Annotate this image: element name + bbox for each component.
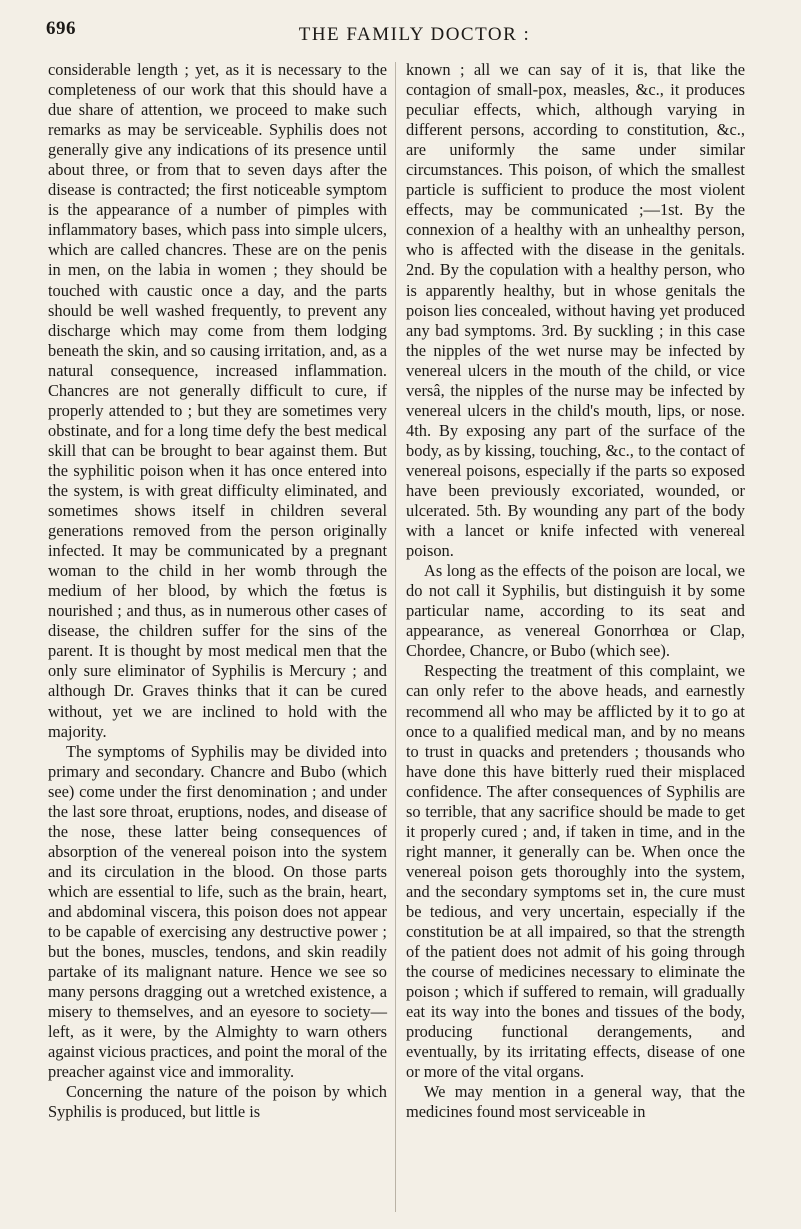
- paragraph: known ; all we can say of it is, that like the contagion of small-pox, measles, &c., it produces peculiar effects, which, although varying in different persons, according to constitution, &c., are uniformly the same under similar circumstances. This poison, of which the smallest particle is sufficient to produce the most violent effects, may be communicated ;—1st. By the connexion of a healthy with an unhealthy person, who is affected with the disease in the genitals. 2nd. By the copulation with a healthy person, who is apparently healthy, but in whose genitals the poison lies concealed, without having yet produced any bad symptoms. 3rd. By suckling ; in this case the nipples of the wet nurse may be infected by venereal ulcers in the mouth of the child, or vice versâ, the nipples of the nurse may be infected by venereal ulcers in the child's mouth, lips, or nose. 4th. By exposing any part of the surface of the body, as by kissing, touching, &c., to the contact of venereal poisons, especially if the parts so exposed have been previously excoriated, wounded, or ulcerated. 5th. By wounding any part of the body with a lancet or knife infected with venereal poison.: [406, 60, 745, 561]
- paragraph: The symptoms of Syphilis may be divided into primary and secondary. Chancre and Bubo (which see) come under the first denomination ; and under the last sore throat, eruptions, nodes, and disease of the nose, these latter being consequences of absorption of the venereal poison into the system and its circulation in the blood. On those parts which are essential to life, such as the brain, heart, and abdominal viscera, this poison does not appear to be capable of exercising any destructive power ; but the bones, muscles, tendons, and skin readily partake of its malignant nature. Hence we see so many persons dragging out a wretched existence, a misery to themselves, and an eyesore to society—left, as it were, by the Almighty to warn others against vicious practices, and point the moral of the preacher against vice and immorality.: [48, 741, 387, 1082]
- right-column: [406, 60, 745, 1122]
- paragraph: Respecting the treatment of this complaint, we can only refer to the above heads, and earnestly recommend all who may be afflicted by it to go at once to a qualified medical man, and by no means to trust in quacks and pretenders ; thousands who have done this have bitterly rued their misplaced confidence. The after consequences of Syphilis are so terrible, that any sacrifice should be made to get it properly cured ; and, if taken in time, and in the right manner, it generally can be. When once the venereal poison gets thoroughly into the system, and the secondary symptoms set in, the cure must be tedious, and very uncertain, especially if the constitution be at all impaired, so that the strength of the patient does not admit of his going through the course of medicines necessary to eliminate the poison ; which if suffered to remain, will gradually eat its way into the bones and tissues of the body, producing functional derangements, and eventually, by its irritating effects, disease of one or more of the vital organs.: [406, 661, 745, 1082]
- column-divider: [395, 62, 396, 1212]
- paragraph: Concerning the nature of the poison by which Syphilis is produced, but little is: [48, 1082, 387, 1122]
- paragraph: considerable length ; yet, as it is necessary to the completeness of our work that this should have a due share of attention, we proceed to make such remarks as may be serviceable. Syphilis does not generally give any indications of its presence until about three, or from that to seven days after the disease is contracted; the first noticeable symptom is the appearance of a number of pimples with inflammatory bases, which pass into simple ulcers, which are called chancres. These are on the penis in men, on the labia in women ; they should be touched with caustic once a day, and the parts should be well washed frequently, to prevent any discharge which may come from them lodging beneath the skin, and so causing irritation, and, as a natural consequence, increased inflammation. Chancres are not generally difficult to cure, if properly attended to ; but they are sometimes very obstinate, and for a long time defy the best medical skill that can be brought to bear against them. But the syphilitic poison when it has once entered into the system, is with great difficulty eliminated, and sometimes shows itself in children several generations removed from the person originally infected. It may be communicated by a pregnant woman to the child in her womb through the medium of her blood, by which the fœtus is nourished ; and thus, as in numerous other cases of disease, the children suffer for the sins of the parent. It is thought by most medical men that the only sure eliminator of Syphilis is Mercury ; and although Dr. Graves thinks that it can be cured without, yet we are inclined to hold with the majority.: [48, 60, 387, 741]
- paragraph: As long as the effects of the poison are local, we do not call it Syphilis, but distinguish it by some particular name, according to its seat and appearance, as venereal Gonorrhœa or Clap, Chordee, Chancre, or Bubo (which see).: [406, 561, 745, 661]
- left-column: [48, 60, 387, 1122]
- page-header: [0, 12, 801, 52]
- page-number: 696: [46, 18, 76, 39]
- running-head: THE FAMILY DOCTOR :: [298, 24, 531, 45]
- paragraph: We may mention in a general way, that the medicines found most serviceable in: [406, 1082, 745, 1122]
